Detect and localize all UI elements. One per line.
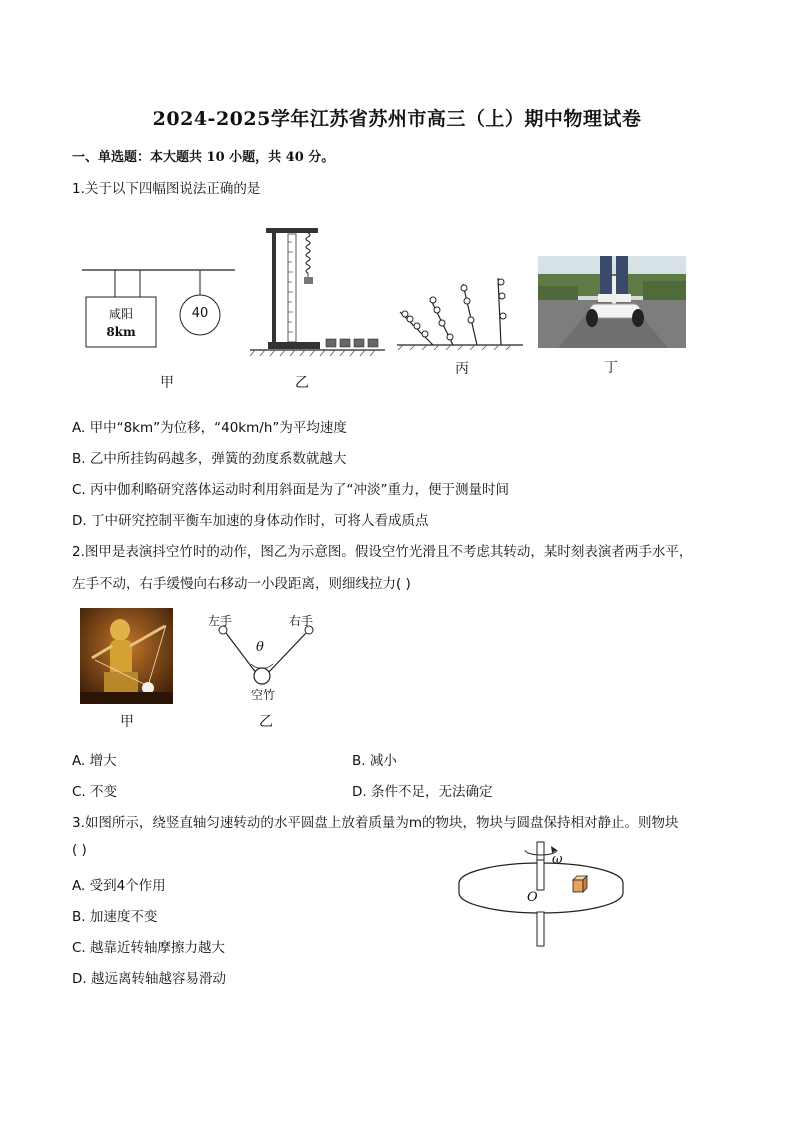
q3-option-d: D. 越远离转轴越容易滑动 [72, 971, 226, 987]
fig-jia-caption: 甲 [160, 375, 174, 391]
rotating-disk-figure [455, 838, 627, 950]
q2-stem-line1: 2.图甲是表演抖空竹时的动作，图乙为示意图。假设空竹光滑且不考虑其转动，某时刻表演者两手水平， [72, 544, 693, 560]
fig-yi-caption: 乙 [295, 375, 309, 391]
q3-stem-line1: 3.如图所示，绕竖直轴匀速转动的水平圆盘上放着质量为m的物块，物块与圆盘保持相对静止。则物块 [72, 815, 679, 831]
fig-bing-caption: 丙 [455, 361, 469, 377]
sign-city: 咸阳 [108, 307, 133, 321]
q2-option-a: A. 增大 [72, 753, 117, 769]
section-heading: 一、单选题：本大题共 10 小题，共 40 分。 [72, 150, 335, 165]
q3-stem-line2: ( ) [72, 842, 87, 858]
q3-option-c: C. 越靠近转轴摩擦力越大 [72, 940, 226, 956]
q2-option-b: B. 减小 [352, 753, 397, 769]
right-hand-label: 右手 [289, 614, 314, 628]
q2-option-d: D. 条件不足，无法确定 [352, 784, 493, 800]
q2-option-c: C. 不变 [72, 784, 118, 800]
diabolo-label: 空竹 [251, 688, 276, 702]
galileo-incline-figure [395, 270, 525, 350]
origin-label: O [527, 890, 538, 905]
q2-fig-jia-caption: 甲 [120, 714, 134, 730]
theta-label: θ [256, 640, 264, 655]
q1-option-c: C. 丙中伽利略研究落体运动时利用斜面是为了“冲淡”重力，便于测量时间 [72, 482, 509, 498]
q1-option-b: B. 乙中所挂钩码越多，弹簧的劲度系数就越大 [72, 451, 347, 467]
fig-ding-caption: 丁 [604, 360, 618, 376]
q3-option-b: B. 加速度不变 [72, 909, 158, 925]
sign-distance: 8km [106, 325, 136, 339]
spring-apparatus-figure [250, 222, 390, 357]
q1-stem: 1.关于以下四幅图说法正确的是 [72, 181, 261, 197]
q1-option-a: A. 甲中“8km”为位移，“40km/h”为平均速度 [72, 420, 347, 436]
q2-stem-line2: 左手不动，右手缓慢向右移动一小段距离，则细线拉力( ) [72, 576, 411, 592]
balance-scooter-photo [538, 256, 686, 348]
left-hand-label: 左手 [208, 614, 233, 628]
q2-fig-yi-caption: 乙 [259, 714, 273, 730]
speed-limit-value: 40 [191, 306, 209, 321]
q3-option-a: A. 受到4个作用 [72, 878, 166, 894]
omega-label: ω [552, 852, 563, 867]
q1-option-d: D. 丁中研究控制平衡车加速的身体动作时，可将人看成质点 [72, 513, 429, 529]
page-title: 2024-2025学年江苏省苏州市高三（上）期中物理试卷 [152, 108, 642, 130]
diabolo-performer-photo [80, 608, 173, 704]
